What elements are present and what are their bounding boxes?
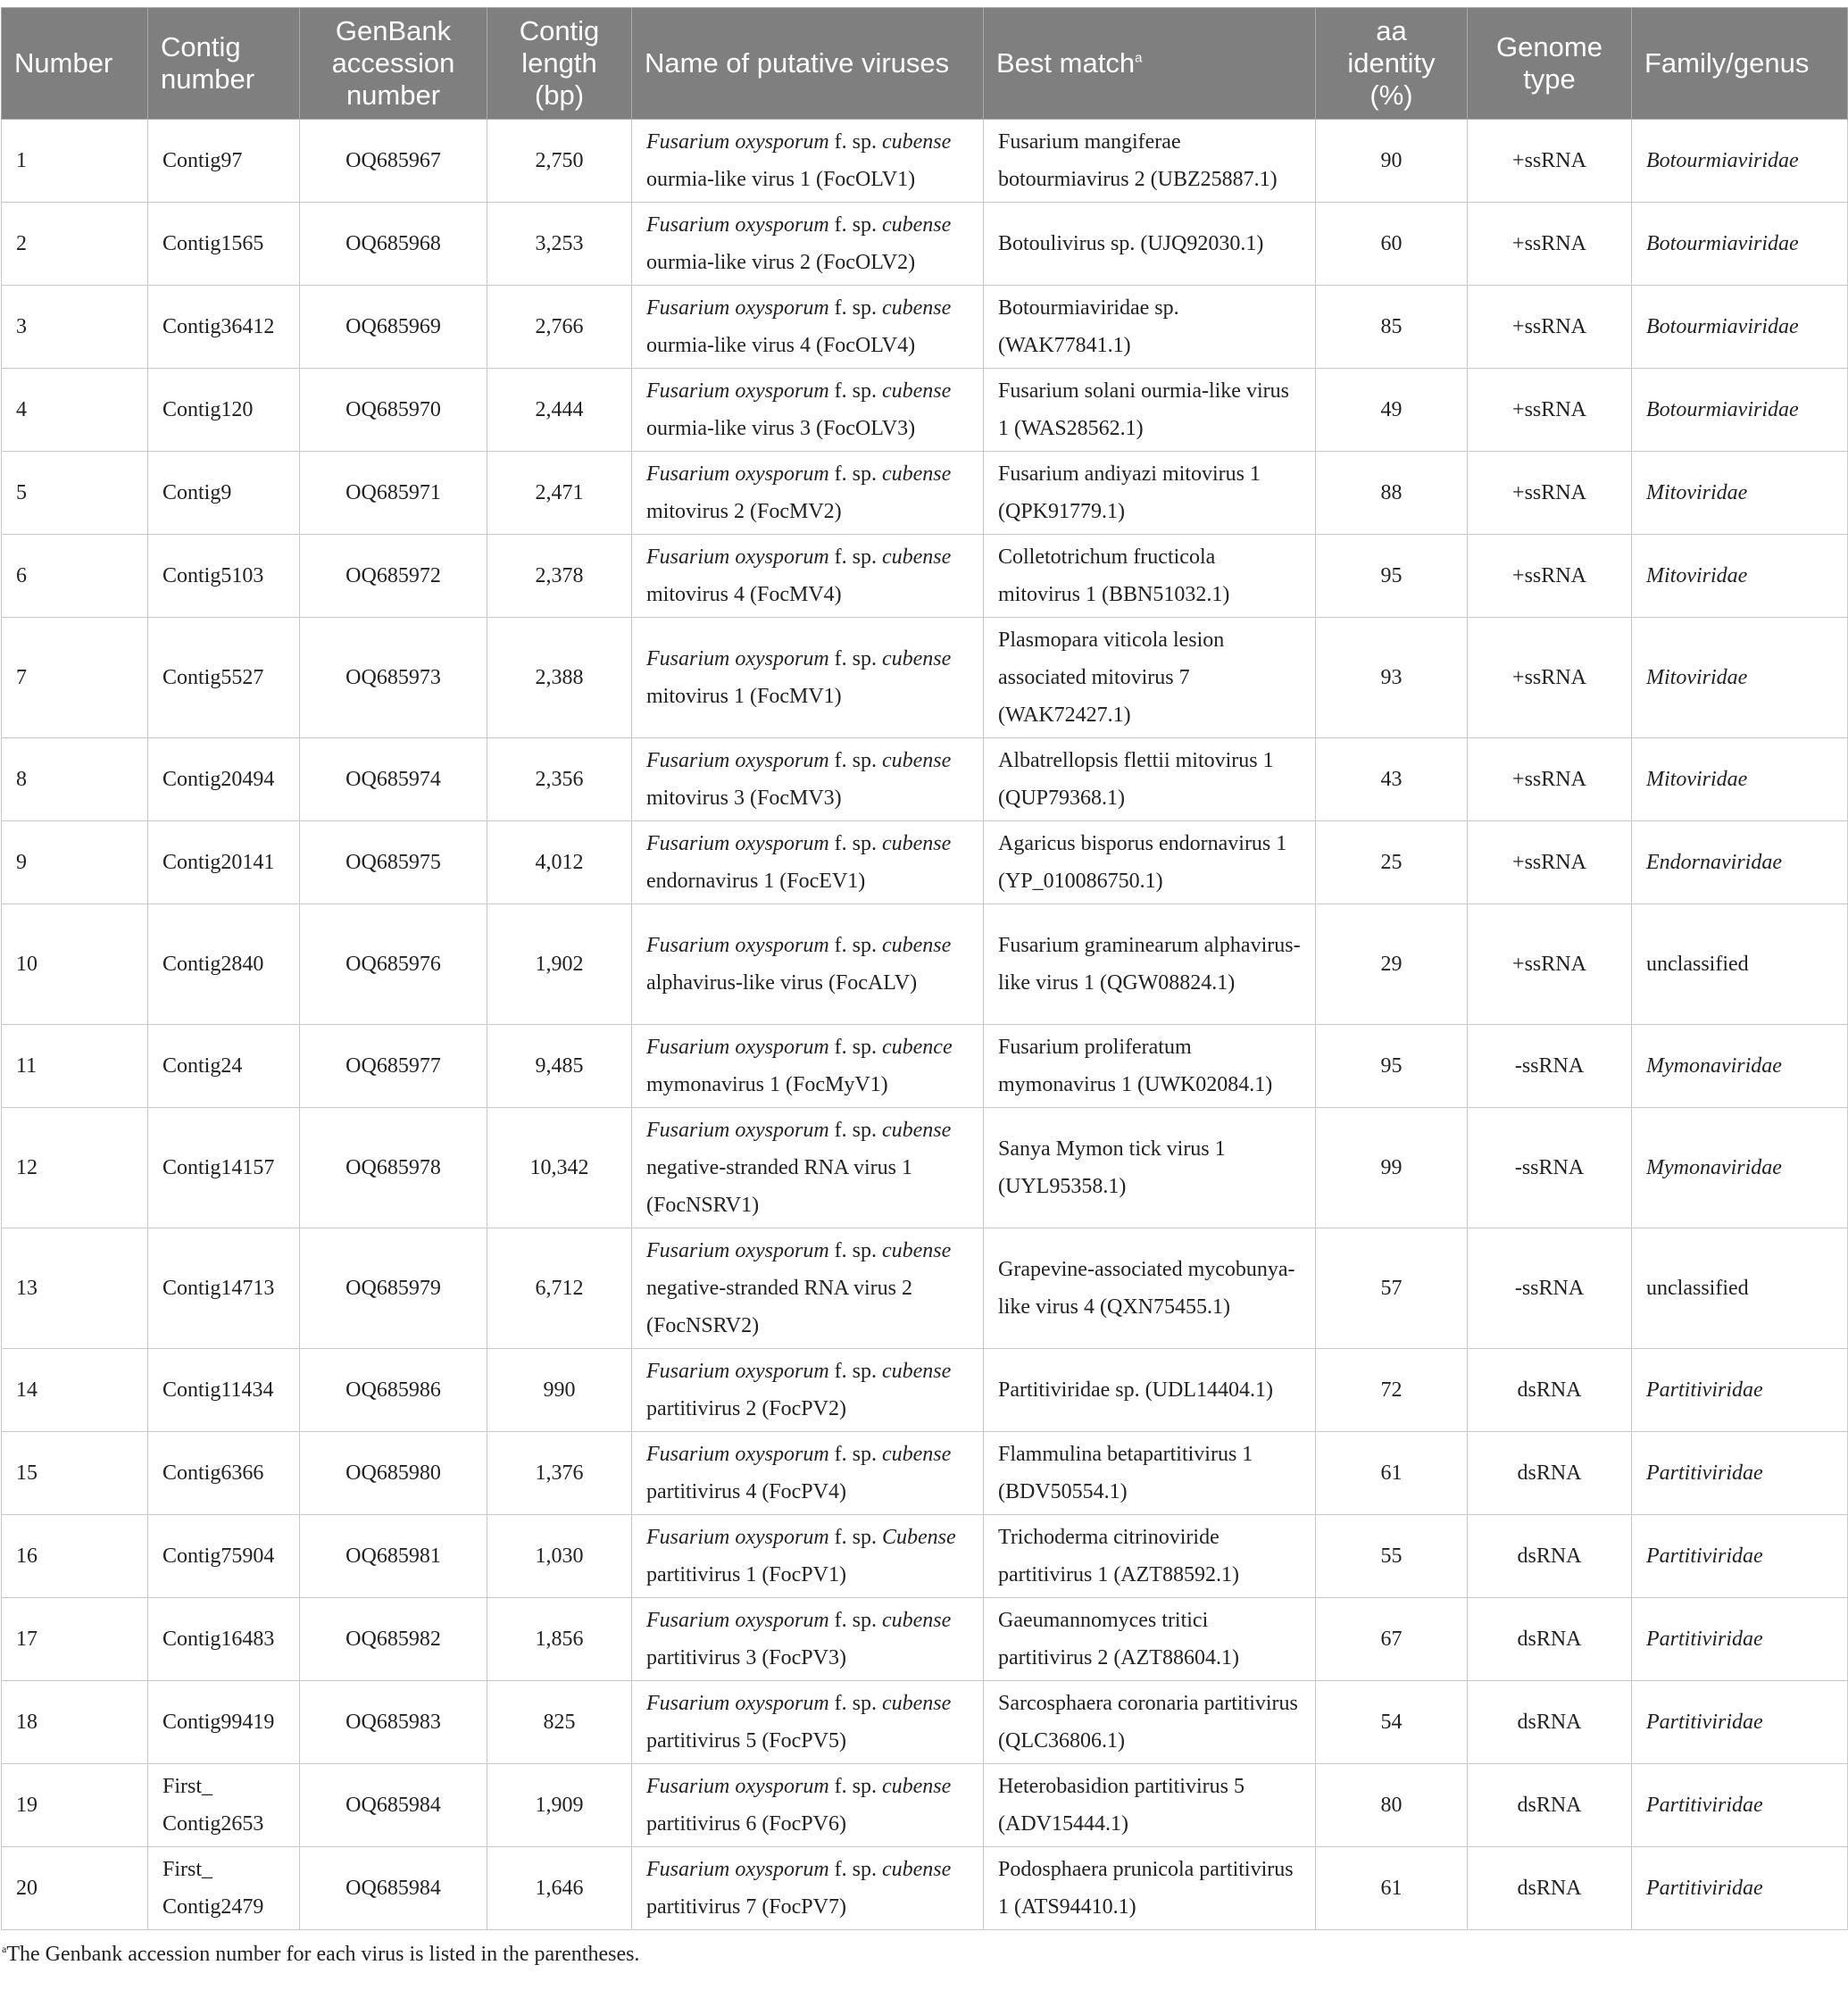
cell-contig-number: Contig120: [148, 369, 300, 452]
cell-genome-type: +ssRNA: [1468, 286, 1632, 369]
virus-name-rank: f. sp.: [828, 296, 882, 320]
cell-virus-name: [632, 1598, 984, 1681]
cell-genbank-accession: OQ685986: [300, 1349, 487, 1432]
cell-aa-identity: 93: [1316, 618, 1468, 738]
virus-name-rank: f. sp.: [828, 462, 882, 486]
table-row: [2, 1847, 1848, 1930]
cell-number: 14: [2, 1349, 148, 1432]
cell-contig-number: Contig36412: [148, 286, 300, 369]
cell-genome-type: -ssRNA: [1468, 1228, 1632, 1349]
cell-contig-length: 1,902: [487, 904, 632, 1025]
cell-virus-name: [632, 203, 984, 286]
cell-genome-type: +ssRNA: [1468, 535, 1632, 618]
cell-contig-number: Contig75904: [148, 1515, 300, 1598]
virus-name-species: Fusarium oxysporum: [646, 1119, 829, 1142]
virus-name-rest: partitivirus 3 (FocPV3): [646, 1646, 846, 1669]
virus-name-subspecies: Cubense: [882, 1526, 956, 1549]
cell-genbank-accession: OQ685977: [300, 1025, 487, 1108]
virus-name-species: Fusarium oxysporum: [646, 213, 829, 237]
cell-aa-identity: 55: [1316, 1515, 1468, 1598]
cell-contig-length: 2,444: [487, 369, 632, 452]
cell-contig-number: Contig97: [148, 120, 300, 203]
cell-contig-length: 1,646: [487, 1847, 632, 1930]
virus-name-species: Fusarium oxysporum: [646, 1692, 829, 1715]
virus-name-rest: mitovirus 3 (FocMV3): [646, 787, 842, 810]
virus-name-rest: mitovirus 1 (FocMV1): [646, 685, 842, 708]
cell-aa-identity: 95: [1316, 1025, 1468, 1108]
table-row: [2, 618, 1848, 738]
cell-virus-name: [632, 1108, 984, 1228]
cell-best-match: Plasmopara viticola lesion associated mitovirus 7 (WAK72427.1): [984, 618, 1316, 738]
virus-name-species: Fusarium oxysporum: [646, 749, 829, 772]
cell-number: 2: [2, 203, 148, 286]
cell-contig-length: 990: [487, 1349, 632, 1432]
virus-name-rank: f. sp.: [828, 749, 882, 772]
cell-family-genus: Mitoviridae: [1632, 535, 1848, 618]
cell-virus-name: [632, 1847, 984, 1930]
cell-contig-number: Contig20141: [148, 821, 300, 904]
cell-number: 7: [2, 618, 148, 738]
cell-virus-name: [632, 1432, 984, 1515]
cell-best-match: Fusarium proliferatum mymonavirus 1 (UWK02084.1): [984, 1025, 1316, 1108]
cell-number: 5: [2, 452, 148, 535]
cell-aa-identity: 25: [1316, 821, 1468, 904]
cell-best-match: Fusarium andiyazi mitovirus 1 (QPK91779.1): [984, 452, 1316, 535]
header-virus-name: Name of putative viruses: [632, 8, 984, 120]
virus-name-rest: alphavirus-like virus (FocALV): [646, 971, 918, 995]
cell-best-match: Agaricus bisporus endornavirus 1 (YP_010086750.1): [984, 821, 1316, 904]
cell-genbank-accession: OQ685981: [300, 1515, 487, 1598]
cell-best-match: Botoulivirus sp. (UJQ92030.1): [984, 203, 1316, 286]
table-row: [2, 203, 1848, 286]
cell-genome-type: dsRNA: [1468, 1515, 1632, 1598]
virus-name-subspecies: cubense: [882, 1239, 952, 1262]
cell-virus-name: [632, 1764, 984, 1847]
cell-best-match: Trichoderma citrinoviride partitivirus 1 (AZT88592.1): [984, 1515, 1316, 1598]
cell-contig-number: Contig5527: [148, 618, 300, 738]
cell-genbank-accession: OQ685982: [300, 1598, 487, 1681]
cell-best-match: Botourmiaviridae sp. (WAK77841.1): [984, 286, 1316, 369]
virus-name-species: Fusarium oxysporum: [646, 379, 829, 403]
cell-genbank-accession: OQ685975: [300, 821, 487, 904]
virus-name-rank: f. sp.: [828, 130, 882, 154]
cell-genome-type: dsRNA: [1468, 1764, 1632, 1847]
virus-name-rest: partitivirus 1 (FocPV1): [646, 1563, 846, 1586]
virus-name-subspecies: cubense: [882, 1858, 952, 1881]
cell-genome-type: dsRNA: [1468, 1847, 1632, 1930]
cell-contig-length: 2,750: [487, 120, 632, 203]
header-row: [2, 8, 1848, 120]
cell-genome-type: +ssRNA: [1468, 203, 1632, 286]
virus-name-rank: f. sp.: [828, 1609, 882, 1632]
cell-genome-type: +ssRNA: [1468, 120, 1632, 203]
virus-name-rank: f. sp.: [828, 1526, 882, 1549]
cell-aa-identity: 88: [1316, 452, 1468, 535]
virus-name-subspecies: cubense: [882, 647, 952, 670]
virus-name-rank: f. sp.: [828, 832, 882, 855]
cell-genbank-accession: OQ685967: [300, 120, 487, 203]
cell-number: 16: [2, 1515, 148, 1598]
cell-genbank-accession: OQ685972: [300, 535, 487, 618]
cell-genome-type: +ssRNA: [1468, 618, 1632, 738]
cell-best-match: Fusarium mangiferae botourmiavirus 2 (UBZ25887.1): [984, 120, 1316, 203]
cell-contig-number: Contig6366: [148, 1432, 300, 1515]
cell-genome-type: dsRNA: [1468, 1349, 1632, 1432]
cell-genbank-accession: OQ685971: [300, 452, 487, 535]
cell-family-genus: Mitoviridae: [1632, 618, 1848, 738]
cell-best-match: Heterobasidion partitivirus 5 (ADV15444.1): [984, 1764, 1316, 1847]
virus-name-species: Fusarium oxysporum: [646, 1036, 829, 1059]
cell-genbank-accession: OQ685974: [300, 738, 487, 821]
cell-number: 6: [2, 535, 148, 618]
cell-family-genus: unclassified: [1632, 1228, 1848, 1349]
virus-name-subspecies: cubense: [882, 213, 952, 237]
cell-contig-number: Contig99419: [148, 1681, 300, 1764]
cell-virus-name: [632, 904, 984, 1025]
header-best-match: [984, 8, 1316, 120]
cell-genome-type: +ssRNA: [1468, 821, 1632, 904]
cell-genbank-accession: OQ685973: [300, 618, 487, 738]
cell-contig-number: Contig20494: [148, 738, 300, 821]
virus-name-rest: negative-stranded RNA virus 1 (FocNSRV1): [646, 1156, 912, 1217]
cell-family-genus: unclassified: [1632, 904, 1848, 1025]
virus-name-rest: partitivirus 7 (FocPV7): [646, 1895, 846, 1919]
cell-contig-length: 4,012: [487, 821, 632, 904]
cell-family-genus: Mymonaviridae: [1632, 1025, 1848, 1108]
cell-genbank-accession: OQ685980: [300, 1432, 487, 1515]
cell-aa-identity: 61: [1316, 1847, 1468, 1930]
virus-name-rest: endornavirus 1 (FocEV1): [646, 870, 866, 893]
table-row: [2, 1108, 1848, 1228]
cell-family-genus: Botourmiaviridae: [1632, 203, 1848, 286]
virus-name-rank: f. sp.: [828, 1443, 882, 1466]
table-row: [2, 1598, 1848, 1681]
cell-genbank-accession: OQ685978: [300, 1108, 487, 1228]
cell-aa-identity: 72: [1316, 1349, 1468, 1432]
virus-name-rest: ourmia-like virus 3 (FocOLV3): [646, 417, 916, 440]
cell-genbank-accession: OQ685970: [300, 369, 487, 452]
cell-aa-identity: 60: [1316, 203, 1468, 286]
cell-virus-name: [632, 738, 984, 821]
cell-genome-type: -ssRNA: [1468, 1108, 1632, 1228]
virus-name-subspecies: cubense: [882, 1443, 952, 1466]
cell-genbank-accession: OQ685984: [300, 1764, 487, 1847]
cell-family-genus: Botourmiaviridae: [1632, 120, 1848, 203]
virus-name-species: Fusarium oxysporum: [646, 1526, 829, 1549]
table-row: [2, 1764, 1848, 1847]
virus-name-rank: f. sp.: [828, 1119, 882, 1142]
cell-virus-name: [632, 369, 984, 452]
header-genbank-accession: GenBank accession number: [300, 8, 487, 120]
cell-genbank-accession: OQ685969: [300, 286, 487, 369]
cell-family-genus: Botourmiaviridae: [1632, 369, 1848, 452]
cell-family-genus: Endornaviridae: [1632, 821, 1848, 904]
virus-name-subspecies: cubense: [882, 545, 952, 569]
virus-name-subspecies: cubense: [882, 1609, 952, 1632]
virus-name-subspecies: cubense: [882, 1119, 952, 1142]
cell-aa-identity: 29: [1316, 904, 1468, 1025]
cell-contig-length: 1,909: [487, 1764, 632, 1847]
virus-name-species: Fusarium oxysporum: [646, 296, 829, 320]
virus-name-subspecies: cubense: [882, 1360, 952, 1383]
cell-genbank-accession: OQ685979: [300, 1228, 487, 1349]
cell-virus-name: [632, 618, 984, 738]
footnote-marker: a: [2, 1943, 7, 1955]
cell-contig-length: 2,378: [487, 535, 632, 618]
cell-contig-length: 1,376: [487, 1432, 632, 1515]
cell-family-genus: Partitiviridae: [1632, 1681, 1848, 1764]
cell-genome-type: dsRNA: [1468, 1432, 1632, 1515]
cell-best-match: Fusarium solani ourmia-like virus 1 (WAS28562.1): [984, 369, 1316, 452]
cell-number: 15: [2, 1432, 148, 1515]
virus-name-rank: f. sp.: [828, 379, 882, 403]
cell-best-match: Sarcosphaera coronaria partitivirus (QLC36806.1): [984, 1681, 1316, 1764]
virus-name-rank: f. sp.: [828, 934, 882, 957]
cell-best-match: Gaeumannomyces tritici partitivirus 2 (AZT88604.1): [984, 1598, 1316, 1681]
cell-best-match: Partitiviridae sp. (UDL14404.1): [984, 1349, 1316, 1432]
cell-contig-length: 825: [487, 1681, 632, 1764]
cell-genome-type: dsRNA: [1468, 1681, 1632, 1764]
cell-virus-name: [632, 452, 984, 535]
table-row: [2, 1349, 1848, 1432]
virus-name-species: Fusarium oxysporum: [646, 545, 829, 569]
cell-contig-number: Contig1565: [148, 203, 300, 286]
virus-name-rest: mitovirus 4 (FocMV4): [646, 583, 842, 606]
cell-contig-length: 2,388: [487, 618, 632, 738]
cell-family-genus: Mitoviridae: [1632, 452, 1848, 535]
cell-family-genus: Partitiviridae: [1632, 1349, 1848, 1432]
table-row: [2, 738, 1848, 821]
virus-name-rest: negative-stranded RNA virus 2 (FocNSRV2): [646, 1277, 912, 1337]
virus-name-rank: f. sp.: [828, 1239, 882, 1262]
table-body: [2, 120, 1848, 1930]
cell-virus-name: [632, 1515, 984, 1598]
virus-name-species: Fusarium oxysporum: [646, 1443, 829, 1466]
virus-name-rank: f. sp.: [828, 1692, 882, 1715]
cell-contig-length: 2,471: [487, 452, 632, 535]
virus-name-species: Fusarium oxysporum: [646, 1858, 829, 1881]
cell-number: 12: [2, 1108, 148, 1228]
cell-best-match: Grapevine-associated mycobunya-like virus 4 (QXN75455.1): [984, 1228, 1316, 1349]
cell-aa-identity: 57: [1316, 1228, 1468, 1349]
cell-family-genus: Mitoviridae: [1632, 738, 1848, 821]
cell-number: 8: [2, 738, 148, 821]
cell-virus-name: [632, 1025, 984, 1108]
cell-aa-identity: 43: [1316, 738, 1468, 821]
virus-name-rest: mitovirus 2 (FocMV2): [646, 500, 842, 523]
table-row: [2, 1228, 1848, 1349]
cell-best-match: Flammulina betapartitivirus 1 (BDV50554.1): [984, 1432, 1316, 1515]
cell-aa-identity: 67: [1316, 1598, 1468, 1681]
virus-name-subspecies: cubense: [882, 1692, 952, 1715]
virus-name-rank: f. sp.: [828, 213, 882, 237]
table-row: [2, 286, 1848, 369]
table-row: [2, 1515, 1848, 1598]
virus-name-subspecies: cubense: [882, 832, 952, 855]
cell-number: 17: [2, 1598, 148, 1681]
cell-contig-length: 10,342: [487, 1108, 632, 1228]
cell-contig-length: 6,712: [487, 1228, 632, 1349]
virus-name-species: Fusarium oxysporum: [646, 1775, 829, 1798]
virus-name-rank: f. sp.: [828, 1360, 882, 1383]
cell-virus-name: [632, 1681, 984, 1764]
header-best-match-label: Best match: [996, 47, 1136, 79]
cell-family-genus: Partitiviridae: [1632, 1598, 1848, 1681]
table-row: [2, 452, 1848, 535]
cell-number: 11: [2, 1025, 148, 1108]
header-contig-length: Contig length (bp): [487, 8, 632, 120]
virus-name-rank: f. sp.: [828, 1775, 882, 1798]
cell-contig-length: 9,485: [487, 1025, 632, 1108]
table-footnote: [2, 1943, 1848, 1967]
cell-best-match: Colletotrichum fructicola mitovirus 1 (BBN51032.1): [984, 535, 1316, 618]
cell-family-genus: Partitiviridae: [1632, 1847, 1848, 1930]
virus-name-species: Fusarium oxysporum: [646, 462, 829, 486]
cell-family-genus: Partitiviridae: [1632, 1432, 1848, 1515]
cell-genbank-accession: OQ685984: [300, 1847, 487, 1930]
cell-contig-number: Contig14713: [148, 1228, 300, 1349]
cell-number: 4: [2, 369, 148, 452]
virus-name-rank: f. sp.: [828, 1858, 882, 1881]
virus-name-subspecies: cubense: [882, 462, 952, 486]
virus-name-rank: f. sp.: [828, 1036, 882, 1059]
virus-name-species: Fusarium oxysporum: [646, 1609, 829, 1632]
cell-virus-name: [632, 120, 984, 203]
cell-contig-length: 1,030: [487, 1515, 632, 1598]
cell-number: 19: [2, 1764, 148, 1847]
cell-virus-name: [632, 1228, 984, 1349]
virus-name-subspecies: cubense: [882, 130, 952, 154]
header-genome-type: Genome type: [1468, 8, 1632, 120]
cell-virus-name: [632, 535, 984, 618]
virus-name-subspecies: cubense: [882, 749, 952, 772]
virus-name-rest: partitivirus 6 (FocPV6): [646, 1812, 846, 1836]
virus-name-species: Fusarium oxysporum: [646, 832, 829, 855]
cell-genome-type: dsRNA: [1468, 1598, 1632, 1681]
cell-number: 1: [2, 120, 148, 203]
virus-name-rank: f. sp.: [828, 647, 882, 670]
cell-aa-identity: 61: [1316, 1432, 1468, 1515]
virus-name-species: Fusarium oxysporum: [646, 130, 829, 154]
cell-contig-number: Contig24: [148, 1025, 300, 1108]
cell-number: 20: [2, 1847, 148, 1930]
header-number: Number: [2, 8, 148, 120]
table-row: [2, 1025, 1848, 1108]
table-row: [2, 535, 1848, 618]
cell-best-match: Sanya Mymon tick virus 1 (UYL95358.1): [984, 1108, 1316, 1228]
cell-aa-identity: 99: [1316, 1108, 1468, 1228]
virus-name-rest: ourmia-like virus 4 (FocOLV4): [646, 334, 916, 357]
cell-number: 13: [2, 1228, 148, 1349]
cell-aa-identity: 54: [1316, 1681, 1468, 1764]
cell-number: 10: [2, 904, 148, 1025]
cell-virus-name: [632, 286, 984, 369]
cell-virus-name: [632, 821, 984, 904]
virus-name-species: Fusarium oxysporum: [646, 1239, 829, 1262]
footnote-text: The Genbank accession number for each virus is listed in the parentheses.: [6, 1943, 640, 1966]
cell-genbank-accession: OQ685976: [300, 904, 487, 1025]
cell-contig-number: Contig14157: [148, 1108, 300, 1228]
cell-contig-number: First_ Contig2479: [148, 1847, 300, 1930]
virus-name-subspecies: cubense: [882, 296, 952, 320]
cell-genome-type: -ssRNA: [1468, 1025, 1632, 1108]
virus-table: [1, 7, 1848, 1930]
cell-number: 9: [2, 821, 148, 904]
virus-name-species: Fusarium oxysporum: [646, 934, 829, 957]
header-contig-number: Contig number: [148, 8, 300, 120]
table-header: [2, 8, 1848, 120]
table-row: [2, 904, 1848, 1025]
cell-genome-type: +ssRNA: [1468, 738, 1632, 821]
cell-aa-identity: 85: [1316, 286, 1468, 369]
cell-contig-number: Contig11434: [148, 1349, 300, 1432]
cell-family-genus: Partitiviridae: [1632, 1764, 1848, 1847]
cell-contig-number: First_ Contig2653: [148, 1764, 300, 1847]
virus-name-rest: ourmia-like virus 2 (FocOLV2): [646, 251, 916, 274]
virus-name-subspecies: cubense: [882, 934, 952, 957]
cell-genome-type: +ssRNA: [1468, 452, 1632, 535]
table-row: [2, 821, 1848, 904]
cell-aa-identity: 90: [1316, 120, 1468, 203]
cell-contig-number: Contig5103: [148, 535, 300, 618]
cell-genbank-accession: OQ685983: [300, 1681, 487, 1764]
table-row: [2, 369, 1848, 452]
cell-best-match: Fusarium graminearum alphavirus-like virus 1 (QGW08824.1): [984, 904, 1316, 1025]
cell-contig-length: 2,766: [487, 286, 632, 369]
table-row: [2, 1432, 1848, 1515]
cell-contig-length: 1,856: [487, 1598, 632, 1681]
cell-family-genus: Botourmiaviridae: [1632, 286, 1848, 369]
virus-name-rest: ourmia-like virus 1 (FocOLV1): [646, 168, 916, 191]
header-family-genus: Family/genus: [1632, 8, 1848, 120]
table-row: [2, 1681, 1848, 1764]
virus-name-rank: f. sp.: [828, 545, 882, 569]
virus-name-rest: partitivirus 4 (FocPV4): [646, 1480, 846, 1503]
virus-name-subspecies: cubense: [882, 379, 952, 403]
cell-best-match: Albatrellopsis flettii mitovirus 1 (QUP79368.1): [984, 738, 1316, 821]
virus-name-species: Fusarium oxysporum: [646, 1360, 829, 1383]
virus-name-rest: mymonavirus 1 (FocMyV1): [646, 1073, 888, 1096]
virus-name-species: Fusarium oxysporum: [646, 647, 829, 670]
cell-number: 3: [2, 286, 148, 369]
cell-family-genus: Mymonaviridae: [1632, 1108, 1848, 1228]
cell-contig-length: 3,253: [487, 203, 632, 286]
header-aa-identity: aa identity (%): [1316, 8, 1468, 120]
cell-number: 18: [2, 1681, 148, 1764]
virus-name-rest: partitivirus 5 (FocPV5): [646, 1729, 846, 1753]
cell-family-genus: Partitiviridae: [1632, 1515, 1848, 1598]
cell-contig-number: Contig2840: [148, 904, 300, 1025]
cell-best-match: Podosphaera prunicola partitivirus 1 (ATS94410.1): [984, 1847, 1316, 1930]
cell-genbank-accession: OQ685968: [300, 203, 487, 286]
virus-name-rest: partitivirus 2 (FocPV2): [646, 1397, 846, 1420]
cell-aa-identity: 95: [1316, 535, 1468, 618]
cell-aa-identity: 80: [1316, 1764, 1468, 1847]
cell-contig-number: Contig16483: [148, 1598, 300, 1681]
virus-name-subspecies: cubense: [882, 1775, 952, 1798]
cell-aa-identity: 49: [1316, 369, 1468, 452]
cell-contig-number: Contig9: [148, 452, 300, 535]
cell-genome-type: +ssRNA: [1468, 369, 1632, 452]
cell-contig-length: 2,356: [487, 738, 632, 821]
virus-name-subspecies: cubence: [882, 1036, 953, 1059]
header-best-match-footnote-marker: a: [1135, 50, 1143, 66]
cell-genome-type: +ssRNA: [1468, 904, 1632, 1025]
table-row: [2, 120, 1848, 203]
cell-virus-name: [632, 1349, 984, 1432]
